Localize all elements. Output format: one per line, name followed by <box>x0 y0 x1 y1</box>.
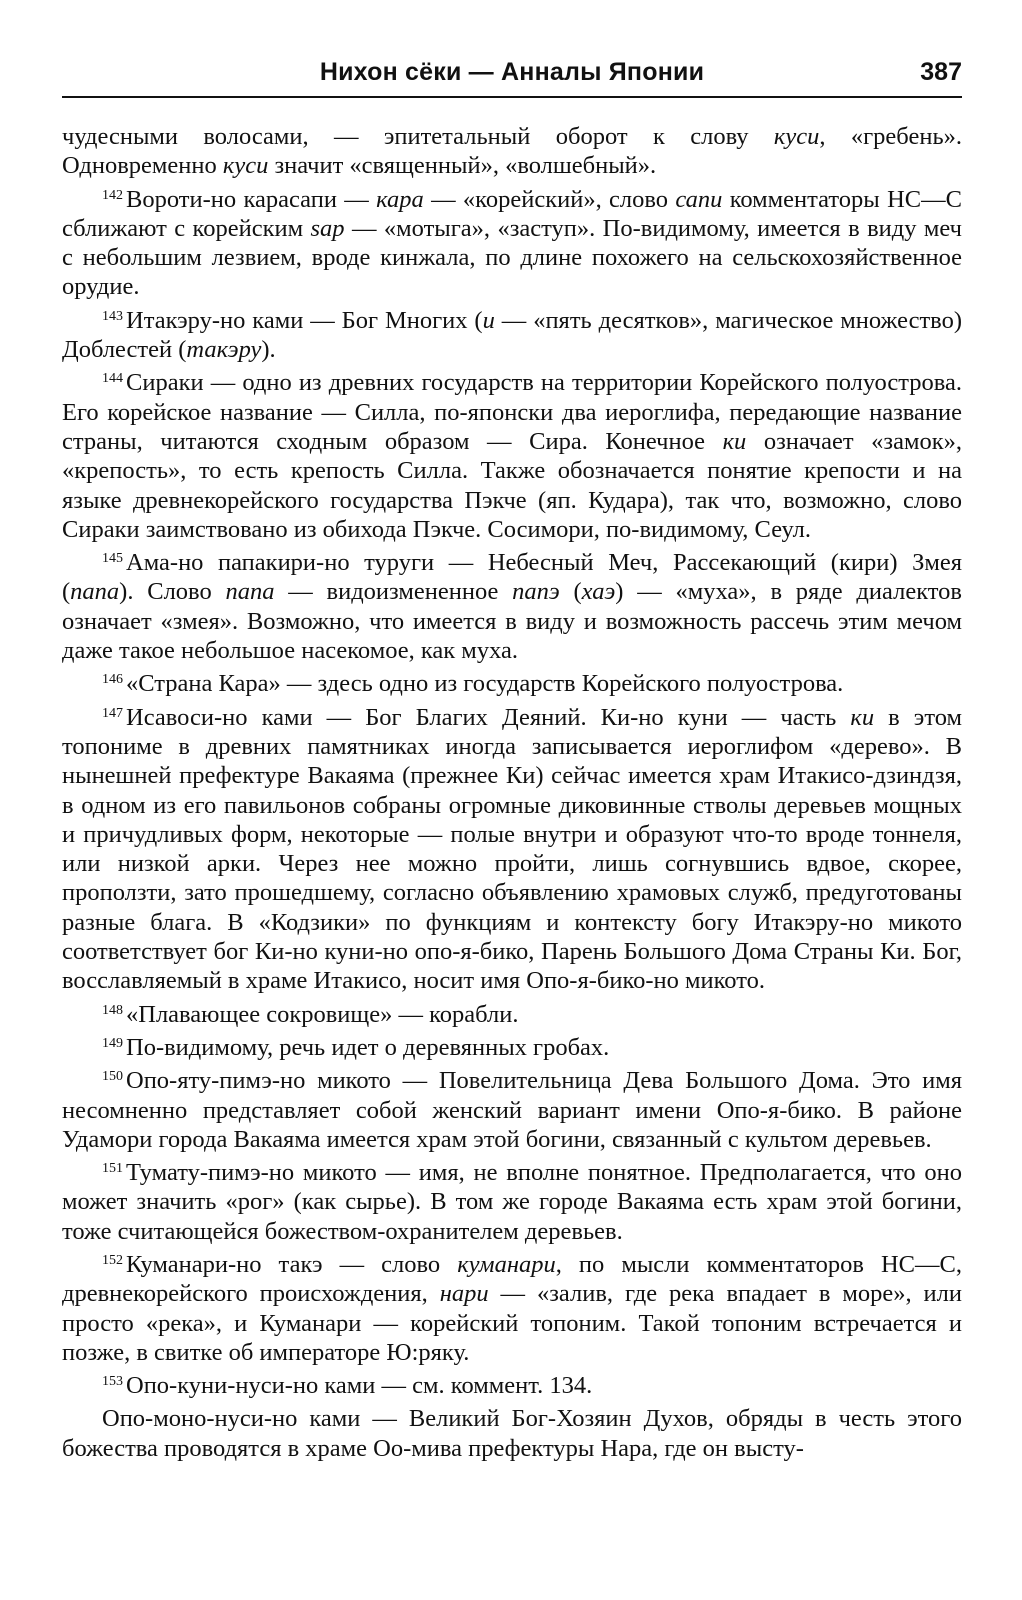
note-number: 143 <box>102 308 123 324</box>
endnote-150 <box>62 1066 962 1154</box>
endnote-142 <box>62 185 962 302</box>
note-text: Опо-яту-пимэ-но микото — Повелительница Дева Большого Дома. Это имя несомненно представляет собой женский вариант имени Опо-я-бико. В районе Удамори города Вакаяма имеется храм этой богини, связанный с культом деревьев. <box>62 1067 962 1153</box>
endnote-151 <box>62 1158 962 1246</box>
note-number: 152 <box>102 1252 123 1268</box>
note-number: 151 <box>102 1161 123 1177</box>
note-text: — «залив, где река впадает в море», или просто «река», и Куманари — корейский топоним. Такой топоним встречается и позже, в свитке об императоре Ю:ряку. <box>62 1280 962 1366</box>
note-text: Ама-но папакири-но туруги — Небесный Меч, Рассекающий (кири) Змея ( <box>62 549 962 606</box>
note-number: 145 <box>102 551 123 567</box>
endnote-153 <box>62 1371 962 1400</box>
note-text: — видоизмененное <box>274 578 513 606</box>
note-number: 144 <box>102 371 123 387</box>
note-text: — «пять десятков», магическое множество) Доблестей ( <box>62 306 962 364</box>
note-text: Тумату-пимэ-но микото — имя, не вполне понятное. Предполагается, что оно может значить «рог» (как сырье). В том же городе Вакаяма есть храм этой богини, тоже считающейся божеством-охранителем деревьев. <box>62 1159 962 1245</box>
italic-term: папэ <box>512 578 560 606</box>
note-number: 149 <box>102 1035 123 1051</box>
italic-term: и <box>482 306 495 334</box>
note-number: 142 <box>102 187 123 203</box>
endnote-146 <box>62 669 962 698</box>
endnotes-body <box>62 122 962 1463</box>
note-text: ) — «муха», в ряде диалектов означает «змея». Возможно, что имеется в виду и возможность рассечь этим мечом даже такое небольшое насекомое, как муха. <box>62 578 962 665</box>
note-text: Вороти-но карасапи — <box>126 185 377 213</box>
endnote-149 <box>62 1033 962 1062</box>
note-text: Опо-моно-нуси-но ками — Великий Бог-Хозяин Духов, обряды в честь этого божества проводятся в храме Оо-мива префектуры Нара, где он высту- <box>62 1405 962 1462</box>
italic-term: папа <box>225 578 275 606</box>
note-text: «Страна Кара» — здесь одно из государств Корейского полуострова. <box>126 670 844 698</box>
italic-term: папа <box>70 578 120 606</box>
italic-term: ки <box>850 703 875 731</box>
note-text: «Плавающее сокровище» — корабли. <box>126 1000 519 1028</box>
running-header <box>62 52 962 98</box>
note-text: Исавоси-но ками — Бог Благих Деяний. Ки-но куни — часть <box>126 703 851 731</box>
note-text: Куманари-но такэ — слово <box>126 1250 458 1278</box>
endnote-143 <box>62 306 962 365</box>
italic-term: хаэ <box>581 578 616 606</box>
italic-term: нари <box>439 1280 489 1308</box>
note-text: — «корейский», слово <box>423 185 676 213</box>
note-text: в этом топониме в древних памятниках иногда записывается иероглифом «дерево». В нынешней префектуре Вакаяма (прежнее Ки) сейчас имеется храм Итакисо-дзиндзя, в одном из его павильонов собраны огромные диковинные стволы деревьев мощных и причудливых форм, некоторые — полые внутри и образуют что-то вроде тоннеля, или низкой арки. Через нее можно пройти, лишь согнувшись вдвое, скорее, проползти, зато прошедшему, согласно объявлению храмовых служб, предуготованы разные блага. В «Кодзики» по функциям и контексту богу Итакэру-но микото соответствует бог Ки-но куни-но опо-я-бико, Парень Большого Дома Страны Ки. Бог, восславляемый в храме Итакисо, носит имя Опо-я-бико-но микото. <box>62 703 962 995</box>
endnote-148 <box>62 1000 962 1029</box>
note-text: — «мотыга», «заступ». По-видимому, имеется в виду меч с небольшим лезвием, вроде кинжала, по длине похожего на сельскохозяйственное орудие. <box>62 214 962 301</box>
italic-term: кара <box>376 185 424 213</box>
note-text: значит «священный», «волшебный». <box>268 152 657 180</box>
italic-term: куси <box>773 123 820 150</box>
note-text: ). <box>261 336 276 364</box>
italic-term: сапи <box>675 185 723 213</box>
italic-term: sap <box>310 214 345 242</box>
note-text: комментаторы НС—С сближают с корейским <box>62 185 962 242</box>
endnote-145 <box>62 548 962 665</box>
page-number: 387 <box>920 58 962 86</box>
note-text: означает «замок», «крепость», то есть крепость Силла. Также обозначается понятие крепости и на языке древнекорейского государства Пэкче (яп. Кудара), так что, возможно, слово Сираки заимствовано из обихода Пэкче. Сосимори, по-видимому, Сеул. <box>62 427 962 543</box>
paragraph <box>62 122 962 181</box>
endnote-147 <box>62 703 962 996</box>
note-text: Итакэру-но ками — Бог Многих ( <box>126 306 483 334</box>
note-text: Сираки — одно из древних государств на территории Корейского полуострова. Его корейское название — Силла, по-японски два иероглифа, передающие название страны, читаются сходным образом — Сира. Конечное <box>62 369 962 455</box>
note-text: чудесными волосами, — эпитетальный оборот к слову <box>62 123 774 150</box>
endnote-152 <box>62 1250 962 1367</box>
note-number: 153 <box>102 1374 123 1390</box>
note-text: ( <box>559 578 582 606</box>
note-text: По-видимому, речь идет о деревянных гробах. <box>126 1033 610 1061</box>
endnote-144 <box>62 368 962 544</box>
note-text: Опо-куни-нуси-но ками — см. коммент. 134. <box>126 1372 593 1400</box>
italic-term: такэру <box>186 336 262 364</box>
note-number: 148 <box>102 1002 123 1018</box>
paragraph <box>62 1404 962 1463</box>
italic-term: куманари <box>457 1250 556 1278</box>
italic-term: ки <box>722 427 747 455</box>
italic-term: куси <box>222 152 269 180</box>
note-number: 147 <box>102 705 123 721</box>
note-text: ). Слово <box>119 578 226 606</box>
note-number: 146 <box>102 672 123 688</box>
note-text: , «гребень». Одновременно <box>62 123 962 180</box>
note-text: , по мысли комментаторов НС—С, древнекорейского происхождения, <box>62 1250 962 1308</box>
note-number: 150 <box>102 1069 123 1085</box>
running-title: Нихон сёки — Анналы Японии <box>319 58 705 86</box>
